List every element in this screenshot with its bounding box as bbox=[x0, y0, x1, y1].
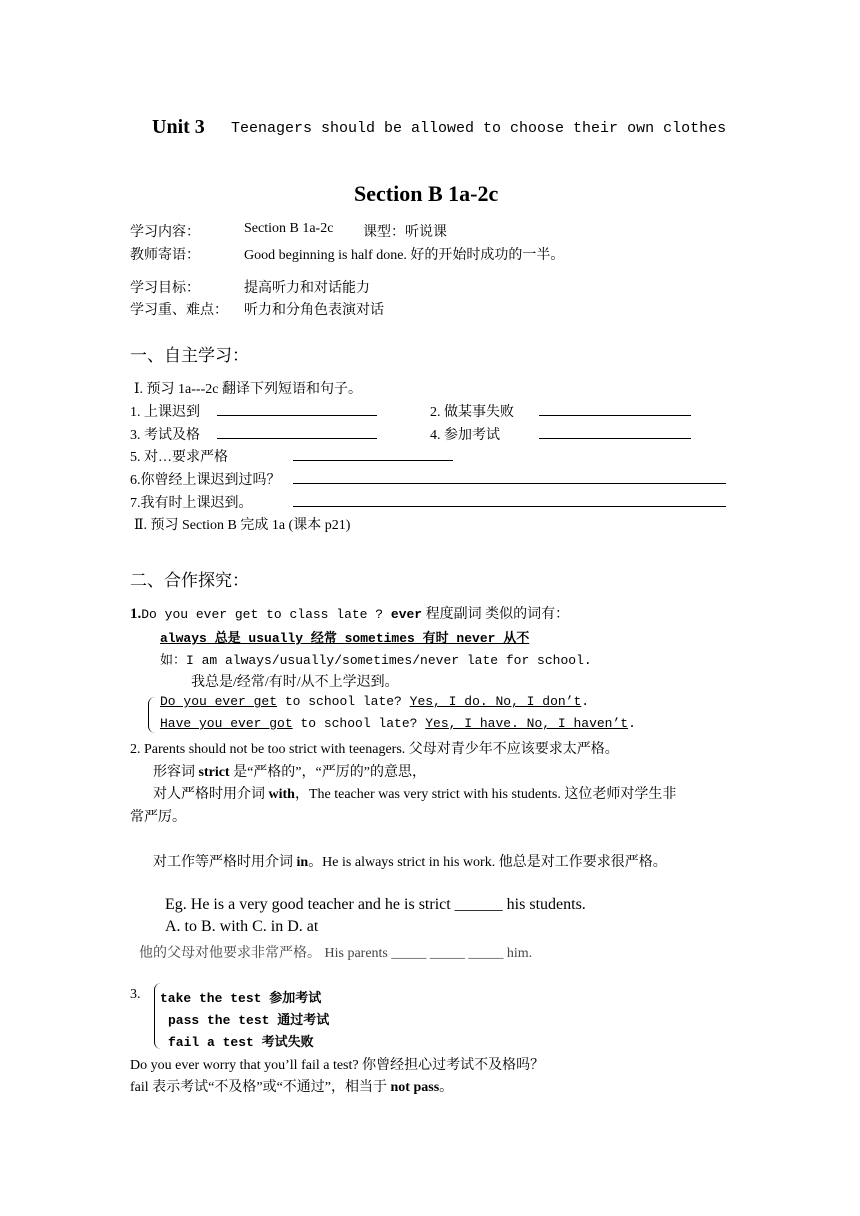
adverb-example-cn: 我总是/经常/有时/从不上学迟到。 bbox=[191, 675, 399, 690]
point3-number: 3. bbox=[130, 987, 141, 1002]
point3-note bbox=[130, 1076, 453, 1096]
point2-line4 bbox=[153, 851, 667, 871]
a1: Yes, I do. No, I don’t bbox=[409, 694, 582, 709]
phrase-pass: pass the test 通过考试 bbox=[168, 1013, 330, 1028]
phrase-take: take the test 参加考试 bbox=[160, 991, 322, 1006]
point2-line3 bbox=[153, 783, 676, 803]
point1-number: 1. bbox=[130, 606, 142, 622]
a2: Yes, I have. No, I haven’t bbox=[425, 716, 629, 731]
point2-line3-cont: 常严厉。 bbox=[130, 810, 186, 825]
point1-line bbox=[130, 603, 569, 623]
info-extra-content: 课型：听说课 bbox=[363, 225, 447, 240]
example-options: A. to B. with C. in D. at bbox=[165, 918, 319, 935]
p2-l4b: 。He is always strict in his work. 他总是对工作要求很严格。 bbox=[308, 855, 667, 870]
point1-ever: ever bbox=[390, 607, 423, 622]
q2-rest: to school late? bbox=[292, 716, 426, 731]
example-question: Eg. He is a very good teacher and he is strict ______ his students. bbox=[165, 896, 586, 913]
part1-instruction-1: Ⅰ. 预习 1a---2c 翻译下列短语和句子。 bbox=[134, 382, 362, 397]
part1-instruction-2: Ⅱ. 预习 Section B 完成 1a (课本 p21) bbox=[134, 518, 351, 533]
section-title: Section B 1a-2c bbox=[354, 181, 499, 206]
info-value-goal: 提高听力和对话能力 bbox=[244, 281, 370, 296]
p3-note-a: fail 表示考试“不及格”或“不通过”，相当于 bbox=[130, 1080, 391, 1095]
answer-line-5[interactable] bbox=[293, 460, 453, 461]
info-value-motto: Good beginning is half done. 好的开始时成功的一半。 bbox=[244, 248, 565, 263]
part1-heading: 一、自主学习： bbox=[130, 346, 249, 366]
p2-in: in bbox=[296, 855, 309, 870]
info-value-key: 听力和分角色表演对话 bbox=[244, 303, 384, 318]
part2-heading: 二、合作探究： bbox=[130, 571, 249, 591]
item-4: 4. 参加考试 bbox=[430, 428, 500, 443]
unit-label: Unit 3 bbox=[152, 116, 205, 138]
question-2: Have you ever got to school late? Yes, I have. No, I haven’t. bbox=[160, 716, 636, 731]
point2-line1: 2. Parents should not be too strict with teenagers. 父母对青少年不应该要求太严格。 bbox=[130, 742, 619, 757]
p2-l4a: 对工作等严格时用介词 bbox=[153, 855, 297, 870]
answer-line-7[interactable] bbox=[293, 506, 726, 507]
p2-l3a: 对人严格时用介词 bbox=[153, 787, 269, 802]
info-label-motto: 教师寄语： bbox=[130, 248, 200, 263]
p2-with: with bbox=[268, 787, 295, 802]
item-6: 6.你曾经上课迟到过吗？ bbox=[130, 473, 281, 488]
answer-line-2[interactable] bbox=[539, 415, 691, 416]
brace-1 bbox=[148, 697, 155, 733]
item-1: 1. 上课迟到 bbox=[130, 405, 200, 420]
answer-line-4[interactable] bbox=[539, 438, 691, 439]
point2-line2 bbox=[153, 761, 426, 781]
info-label-goal: 学习目标： bbox=[130, 281, 200, 296]
q2-phrase: Have you ever got bbox=[160, 716, 293, 731]
point1-note: 程度副词 类似的词有： bbox=[422, 607, 570, 622]
info-label-content: 学习内容： bbox=[130, 225, 200, 240]
phrase-fail: fail a test 考试失败 bbox=[168, 1035, 314, 1050]
item-5: 5. 对…要求严格 bbox=[130, 450, 228, 465]
p2-l2a: 形容词 bbox=[153, 765, 199, 780]
translation-exercise: 他的父母对他要求非常严格。 His parents _____ _____ _____ him. bbox=[139, 946, 533, 961]
info-value-content: Section B 1a-2c bbox=[244, 221, 334, 236]
p3-not-pass: not pass bbox=[390, 1080, 440, 1095]
item-7: 7.我有时上课迟到。 bbox=[130, 496, 253, 511]
p3-note-c: 。 bbox=[439, 1080, 454, 1095]
q1-phrase: Do you ever get bbox=[160, 694, 278, 709]
adverb-list: always 总是 usually 经常 sometimes 有时 never 从不 bbox=[160, 631, 530, 646]
p2-l2b: 是“严格的”，“严厉的”的意思， bbox=[229, 765, 426, 780]
q1-rest: to school late? bbox=[277, 694, 410, 709]
unit-title: Teenagers should be allowed to choose their own clothes bbox=[231, 120, 727, 137]
info-label-key: 学习重、难点： bbox=[130, 303, 228, 318]
answer-line-3[interactable] bbox=[217, 438, 377, 439]
item-2: 2. 做某事失败 bbox=[430, 405, 514, 420]
question-1: Do you ever get to school late? Yes, I do. No, I don’t. bbox=[160, 694, 590, 709]
answer-line-6[interactable] bbox=[293, 483, 726, 484]
point1-sentence: Do you ever get to class late ? bbox=[141, 607, 391, 622]
p2-l3b: ，The teacher was very strict with his students. 这位老师对学生非 bbox=[294, 787, 677, 802]
point3-question: Do you ever worry that you’ll fail a test? 你曾经担心过考试不及格吗？ bbox=[130, 1058, 545, 1073]
item-3: 3. 考试及格 bbox=[130, 428, 200, 443]
adverb-example: 如：I am always/usually/sometimes/never late for school. bbox=[160, 653, 592, 668]
answer-line-1[interactable] bbox=[217, 415, 377, 416]
p2-strict: strict bbox=[198, 765, 230, 780]
